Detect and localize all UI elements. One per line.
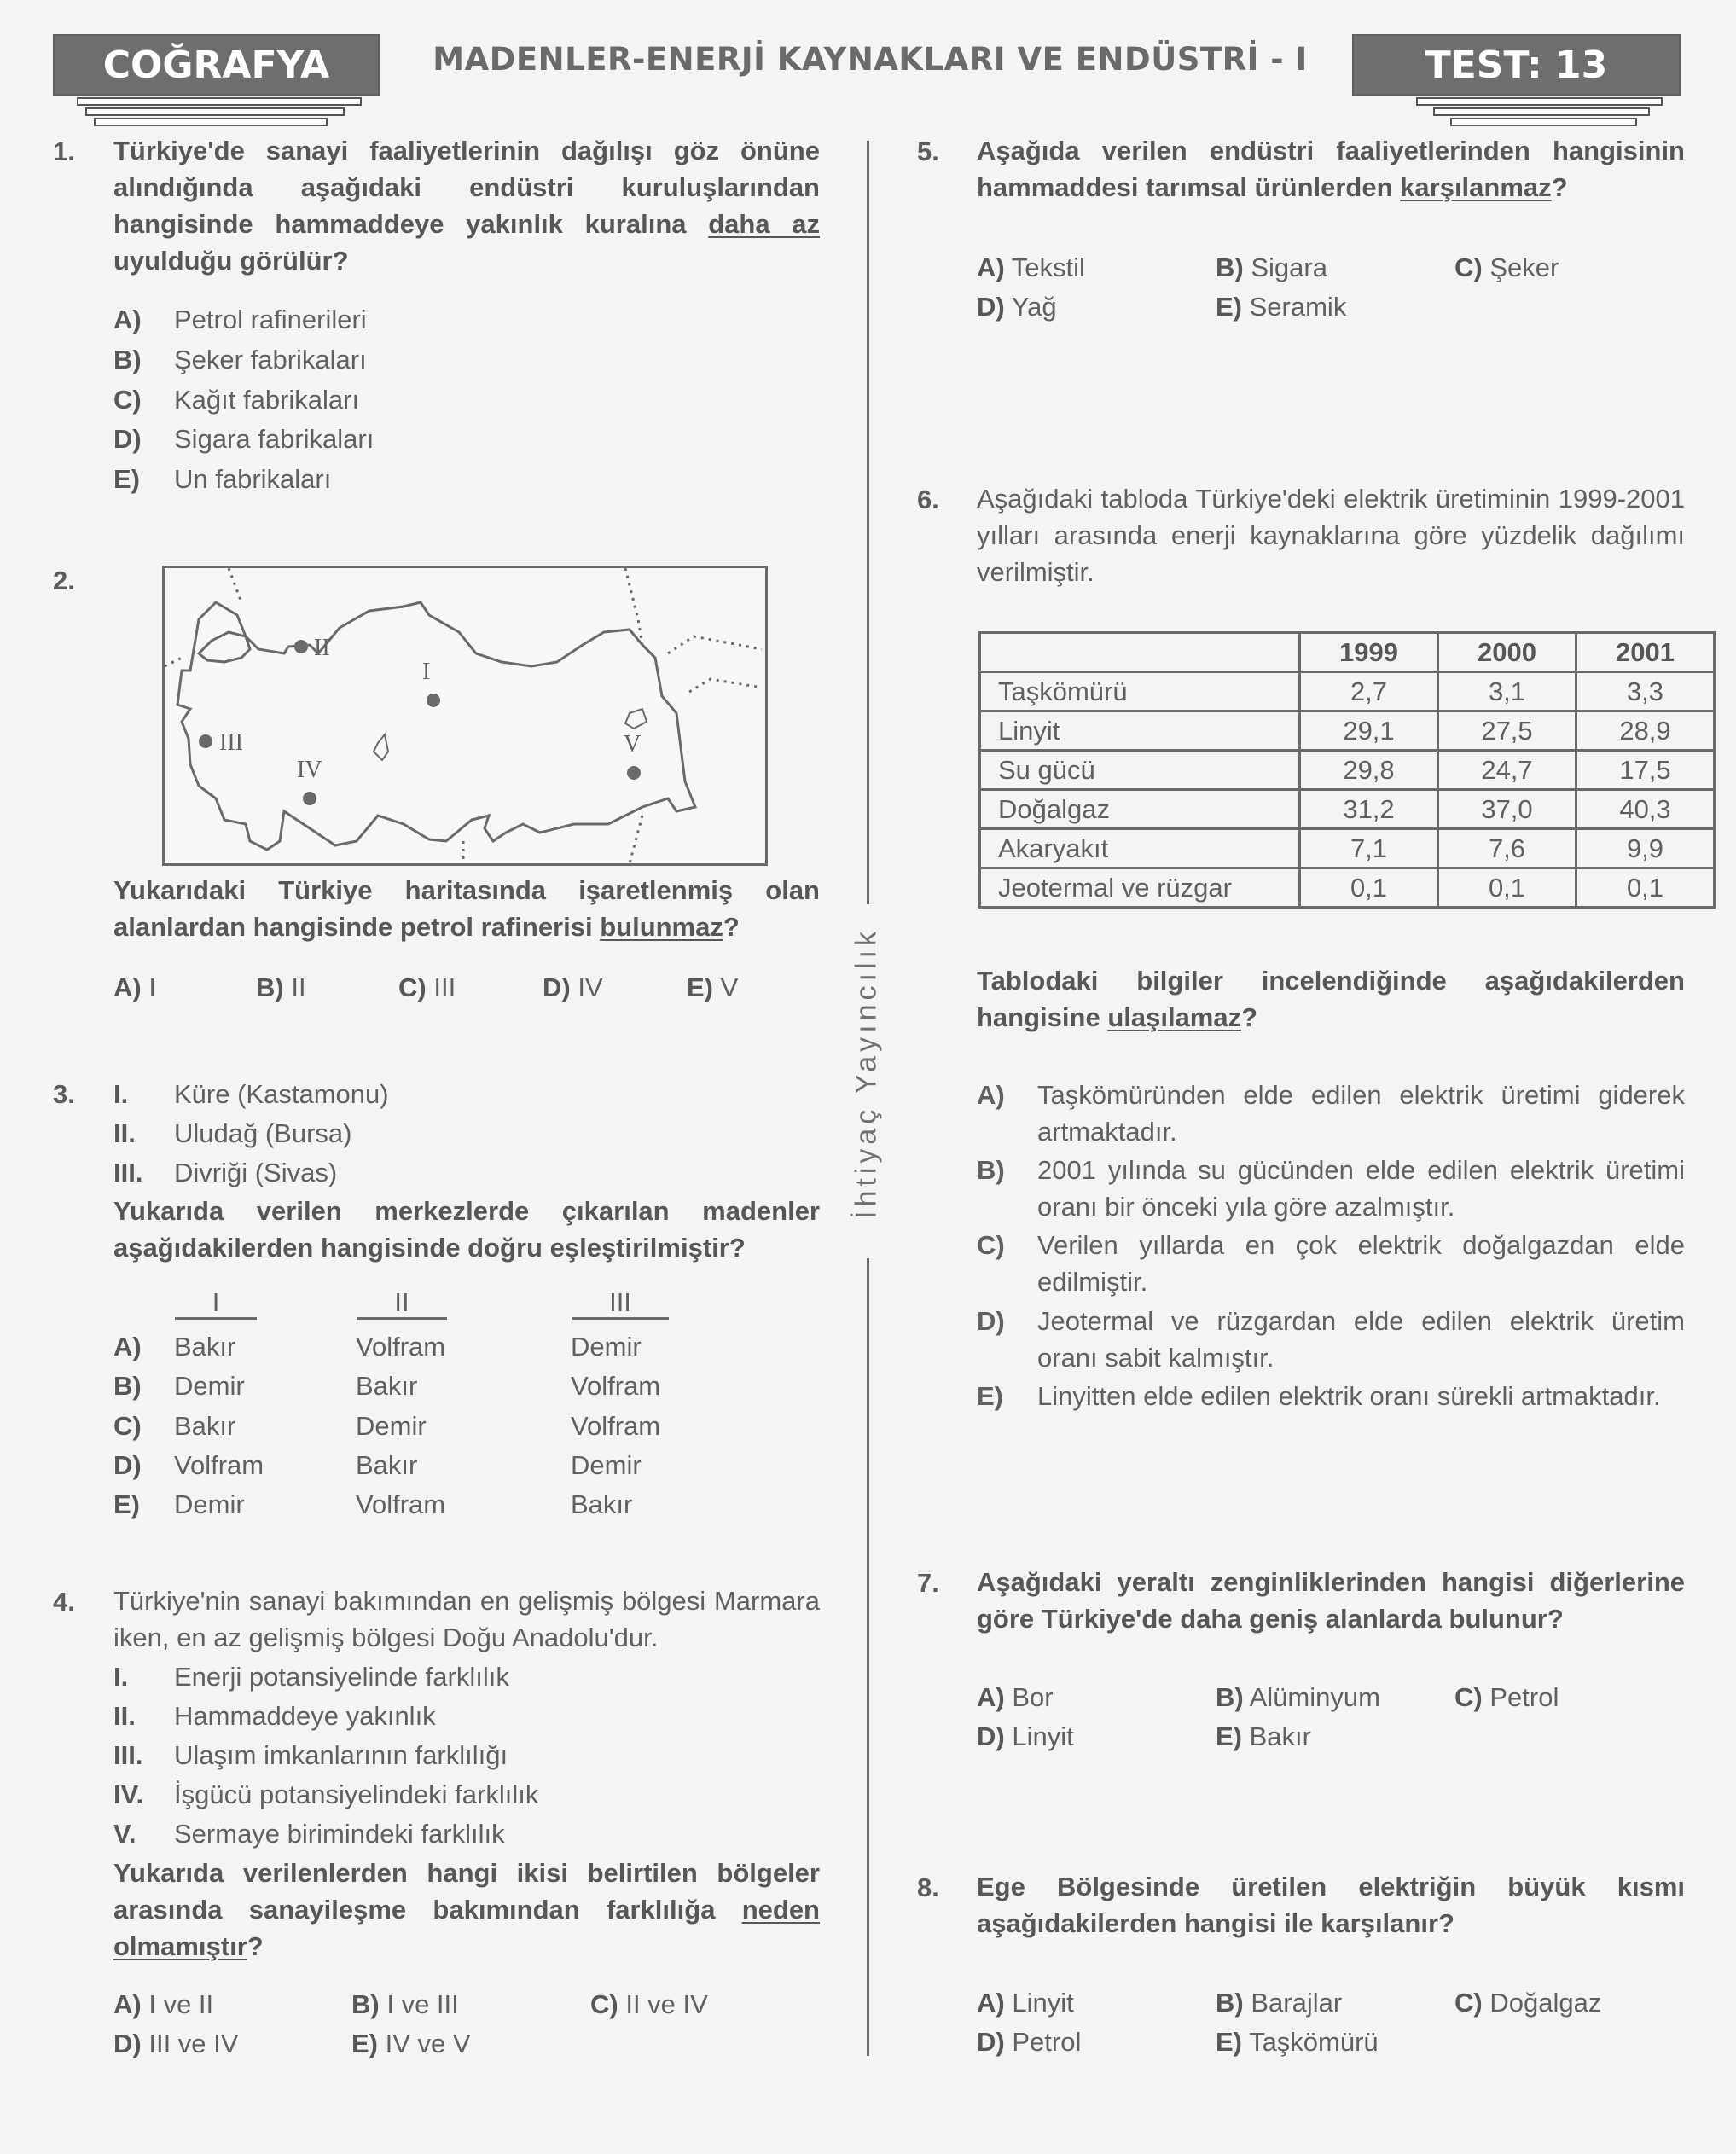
- question-number: 2.: [53, 566, 75, 595]
- option-d[interactable]: D) Linyit: [977, 1721, 1074, 1751]
- question-stem: Aşağıda verilen endüstri faaliyetlerinden hangisinin hammaddesi tarımsal ürünlerden karşılanmaz?: [977, 136, 1685, 202]
- page-title: MADENLER-ENERJİ KAYNAKLARI VE ENDÜSTRİ - I: [433, 41, 1308, 78]
- option-e[interactable]: E) V: [687, 972, 739, 1002]
- question-number: 6.: [917, 485, 939, 514]
- map-point-iv: [303, 792, 316, 805]
- option-c[interactable]: C) Bakır Demir Volfram: [113, 1411, 661, 1441]
- svg-text:IV: IV: [297, 757, 322, 783]
- test-label: TEST: 13: [1425, 43, 1608, 87]
- option-b[interactable]: B) Şeker fabrikaları: [113, 345, 367, 374]
- column-divider: [867, 1258, 869, 2056]
- table-row: Akaryakıt 7,1 7,6 9,9: [980, 829, 1715, 868]
- question-number: 3.: [53, 1079, 75, 1109]
- option-e[interactable]: E) Seramik: [1216, 292, 1347, 322]
- statement-ii: II. Hammaddeye yakınlık: [113, 1701, 436, 1731]
- question-stem: Yukarıdaki Türkiye haritasında işaretlenmiş olan alanlardan hangisinde petrol rafinerisi bulunmaz?: [113, 875, 820, 942]
- energy-table: [978, 631, 1716, 909]
- option-d[interactable]: D) IV: [543, 972, 603, 1002]
- column-header-iii: III: [572, 1288, 669, 1320]
- option-c[interactable]: C) Doğalgaz: [1454, 1988, 1602, 2018]
- option-e[interactable]: E) Bakır: [1216, 1721, 1311, 1751]
- option-c[interactable]: C) Şeker: [1454, 253, 1559, 282]
- banner-strip: [1416, 97, 1663, 106]
- option-d[interactable]: D) Volfram Bakır Demir: [113, 1450, 642, 1480]
- question-stem: Ege Bölgesinde üretilen elektriğin büyük kısmı aşağıdakilerden hangisi ile karşılanır?: [977, 1872, 1685, 1938]
- option-d[interactable]: D) Jeotermal ve rüzgardan elde edilen elektrik üretim oranı sabit kalmıştır.: [977, 1306, 1685, 1373]
- option-e[interactable]: E) IV ve V: [351, 2029, 471, 2058]
- table-row: Taşkömürü 2,7 3,1 3,3: [980, 672, 1715, 711]
- question-number: 1.: [53, 136, 75, 166]
- option-e[interactable]: E) Demir Volfram Bakır: [113, 1489, 633, 1519]
- map-point-ii: [294, 640, 308, 653]
- question-intro: Türkiye'nin sanayi bakımından en gelişmiş bölgesi Marmara iken, en az gelişmiş bölgesi Doğu Anadolu'dur.: [113, 1586, 820, 1652]
- emphasis: bulunmaz: [600, 912, 723, 942]
- publisher-label: İhtiyaç Yayıncılık: [850, 927, 883, 1219]
- option-b[interactable]: B) I ve III: [351, 1989, 459, 2019]
- option-d[interactable]: D) Yağ: [977, 292, 1057, 322]
- statement-iii: III. Ulaşım imkanlarının farklılığı: [113, 1740, 508, 1770]
- question-stem: Tablodaki bilgiler incelendiğinde aşağıdakilerden hangisine ulaşılamaz?: [977, 966, 1685, 1032]
- banner-strip: [1450, 118, 1637, 126]
- turkey-map: [162, 566, 768, 866]
- table-row: Su gücü 29,8 24,7 17,5: [980, 751, 1715, 790]
- option-b[interactable]: B) 2001 yılında su gücünden elde edilen elektrik üretimi oranı bir önceki yıla göre azalmıştır.: [977, 1155, 1685, 1222]
- option-c[interactable]: C) II ve IV: [590, 1989, 708, 2019]
- statement-i: I. Enerji potansiyelinde farklılık: [113, 1662, 509, 1692]
- option-d[interactable]: D) Petrol: [977, 2027, 1082, 2057]
- banner-strip: [77, 97, 362, 106]
- option-d[interactable]: D) III ve IV: [113, 2029, 239, 2058]
- option-a[interactable]: A) I ve II: [113, 1989, 214, 2019]
- emphasis: neden olmamıştır: [113, 1895, 820, 1961]
- emphasis: daha az: [708, 209, 820, 239]
- emphasis: ulaşılamaz: [1107, 1002, 1242, 1032]
- statement-iii: III. Divriği (Sivas): [113, 1158, 338, 1187]
- turkey-outline-icon: [165, 568, 765, 863]
- option-a[interactable]: A) I: [113, 972, 156, 1002]
- option-c[interactable]: C) Petrol: [1454, 1682, 1559, 1712]
- option-c[interactable]: C) Kağıt fabrikaları: [113, 385, 360, 415]
- column-divider: [867, 141, 869, 904]
- table-row: Doğalgaz 31,2 37,0 40,3: [980, 790, 1715, 829]
- option-b[interactable]: B) Alüminyum: [1216, 1682, 1380, 1712]
- banner-strip: [1433, 107, 1650, 116]
- map-point-i: [427, 694, 440, 707]
- option-d[interactable]: D) Sigara fabrikaları: [113, 424, 374, 454]
- map-point-v: [627, 766, 641, 780]
- svg-text:III: III: [219, 729, 243, 756]
- svg-text:V: V: [624, 731, 642, 758]
- option-c[interactable]: C) III: [398, 972, 456, 1002]
- option-a[interactable]: A) Bor: [977, 1682, 1054, 1712]
- question-number: 5.: [917, 136, 939, 166]
- map-point-iii: [199, 734, 212, 748]
- option-a[interactable]: A) Linyit: [977, 1988, 1074, 2018]
- statement-i: I. Küre (Kastamonu): [113, 1079, 389, 1109]
- column-header-ii: II: [357, 1288, 447, 1320]
- question-stem: Yukarıda verilenlerden hangi ikisi belirtilen bölgeler arasında sanayileşme bakımından farklılığa neden olmamıştır?: [113, 1858, 820, 1961]
- option-b[interactable]: B) Demir Bakır Volfram: [113, 1371, 661, 1401]
- option-e[interactable]: E) Un fabrikaları: [113, 464, 332, 494]
- column-header: 2000: [1438, 633, 1576, 672]
- option-a[interactable]: A) Bakır Volfram Demir: [113, 1332, 642, 1361]
- question-stem: Aşağıdaki yeraltı zenginliklerinden hangisi diğerlerine göre Türkiye'de daha geniş alanlarda bulunur?: [977, 1567, 1685, 1634]
- question-stem: Yukarıda verilen merkezlerde çıkarılan madenler aşağıdakilerden hangisinde doğru eşleştirilmiştir?: [113, 1196, 820, 1263]
- option-a[interactable]: A) Taşkömüründen elde edilen elektrik üretimi giderek artmaktadır.: [977, 1080, 1685, 1147]
- svg-text:I: I: [422, 659, 431, 685]
- question-number: 4.: [53, 1587, 75, 1617]
- option-e[interactable]: E) Linyitten elde edilen elektrik oranı sürekli artmaktadır.: [977, 1381, 1661, 1411]
- subject-banner: [53, 34, 380, 96]
- banner-strip: [85, 107, 345, 116]
- column-header: 1999: [1300, 633, 1438, 672]
- column-header: 2001: [1576, 633, 1715, 672]
- table-row: Linyit 29,1 27,5 28,9: [980, 711, 1715, 751]
- table-row: Jeotermal ve rüzgar 0,1 0,1 0,1: [980, 868, 1715, 908]
- column-header-i: I: [175, 1288, 257, 1320]
- table-header-row: [980, 633, 1715, 672]
- test-number-banner: [1352, 34, 1681, 96]
- option-b[interactable]: B) Barajlar: [1216, 1988, 1343, 2018]
- question-number: 8.: [917, 1872, 939, 1902]
- option-b[interactable]: B) Sigara: [1216, 253, 1327, 282]
- statement-ii: II. Uludağ (Bursa): [113, 1118, 352, 1148]
- option-c[interactable]: C) Verilen yıllarda en çok elektrik doğalgazdan elde edilmiştir.: [977, 1230, 1685, 1297]
- svg-text:II: II: [314, 635, 330, 661]
- subject-label: COĞRAFYA: [102, 43, 330, 87]
- question-number: 7.: [917, 1568, 939, 1598]
- banner-strip: [94, 118, 328, 126]
- question-stem: Türkiye'de sanayi faaliyetlerinin dağılışı göz önüne alındığında aşağıdaki endüstri kuruluşlarından hangisinde hammaddeye yakınlık kuralına daha az uyulduğu görülür?: [113, 136, 820, 276]
- option-b[interactable]: B) II: [256, 972, 306, 1002]
- statement-v: V. Sermaye birimindeki farklılık: [113, 1819, 505, 1849]
- question-intro: Aşağıdaki tabloda Türkiye'deki elektrik üretiminin 1999-2001 yılları arasında enerji kaynaklarına göre yüzdelik dağılımı verilmiştir.: [977, 484, 1685, 587]
- option-e[interactable]: E) Taşkömürü: [1216, 2027, 1379, 2057]
- option-a[interactable]: A) Petrol rafinerileri: [113, 305, 367, 334]
- emphasis: karşılanmaz: [1400, 172, 1552, 202]
- statement-iv: IV. İşgücü potansiyelindeki farklılık: [113, 1780, 539, 1809]
- option-a[interactable]: A) Tekstil: [977, 253, 1085, 282]
